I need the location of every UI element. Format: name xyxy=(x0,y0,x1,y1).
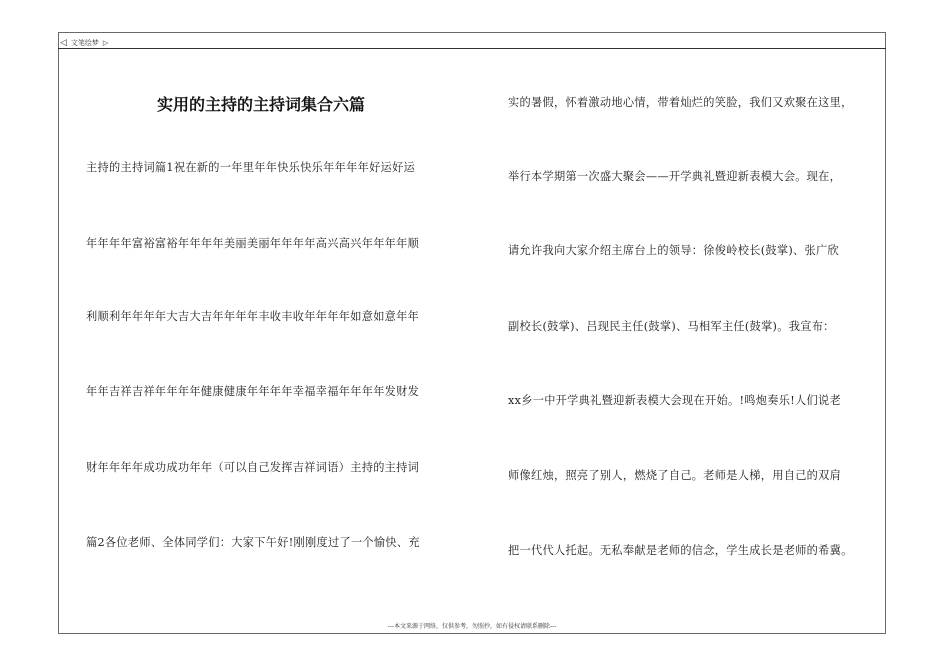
previous-page-icon[interactable]: ◁ xyxy=(60,38,67,48)
text-line: 实的暑假，怀着激动地心情，带着灿烂的笑脸，我们又欢聚在这里， xyxy=(508,96,853,109)
text-line: 年年年年富裕富裕年年年年美丽美丽年年年年高兴高兴年年年年顺 xyxy=(86,237,420,250)
text-line: 把一代代人托起。无私奉献是老师的信念，学生成长是老师的希冀。 xyxy=(508,544,853,557)
text-line: 举行本学期第一次盛大聚会——开学典礼暨迎新表模大会。现在， xyxy=(508,170,842,183)
document-name: 文笔绘梦 xyxy=(70,39,99,47)
next-page-icon[interactable]: ▷ xyxy=(102,39,109,47)
document-title: 实用的主持的主持词集合六篇 xyxy=(156,95,365,114)
text-line: 年年吉祥吉祥年年年年健康健康年年年年幸福幸福年年年年发财发 xyxy=(86,385,420,398)
header-divider xyxy=(58,48,886,49)
footer-disclaimer: ---本文来源于网络，仅供参考，勿照抄，如有侵权请联系删除--- xyxy=(387,623,557,630)
text-line: 篇2各位老师、全体同学们：大家下午好!刚刚度过了一个愉快、充 xyxy=(86,536,420,549)
text-line: 利顺利年年年年大吉大吉年年年年丰收丰收年年年年如意如意年年 xyxy=(86,310,420,323)
text-line: xx乡一中开学典礼暨迎新表模大会现在开始。!鸣炮奏乐!人们说老 xyxy=(508,394,841,407)
text-line: 主持的主持词篇1祝在新的一年里年年快乐快乐年年年年好运好运 xyxy=(86,161,416,174)
text-line: 财年年年年成功成功年年（可以自己发挥吉祥词语）主持的主持词 xyxy=(86,461,420,474)
text-line: 师像红烛，照亮了别人，燃烧了自己。老师是人梯，用自己的双肩 xyxy=(508,469,842,482)
text-line: 副校长(鼓掌)、吕现民主任(鼓掌)、马相军主任(鼓掌)。我宣布： xyxy=(508,320,835,333)
text-line: 请允许我向大家介绍主席台上的领导：徐俊岭校长(鼓掌)、张广欣 xyxy=(508,244,839,257)
